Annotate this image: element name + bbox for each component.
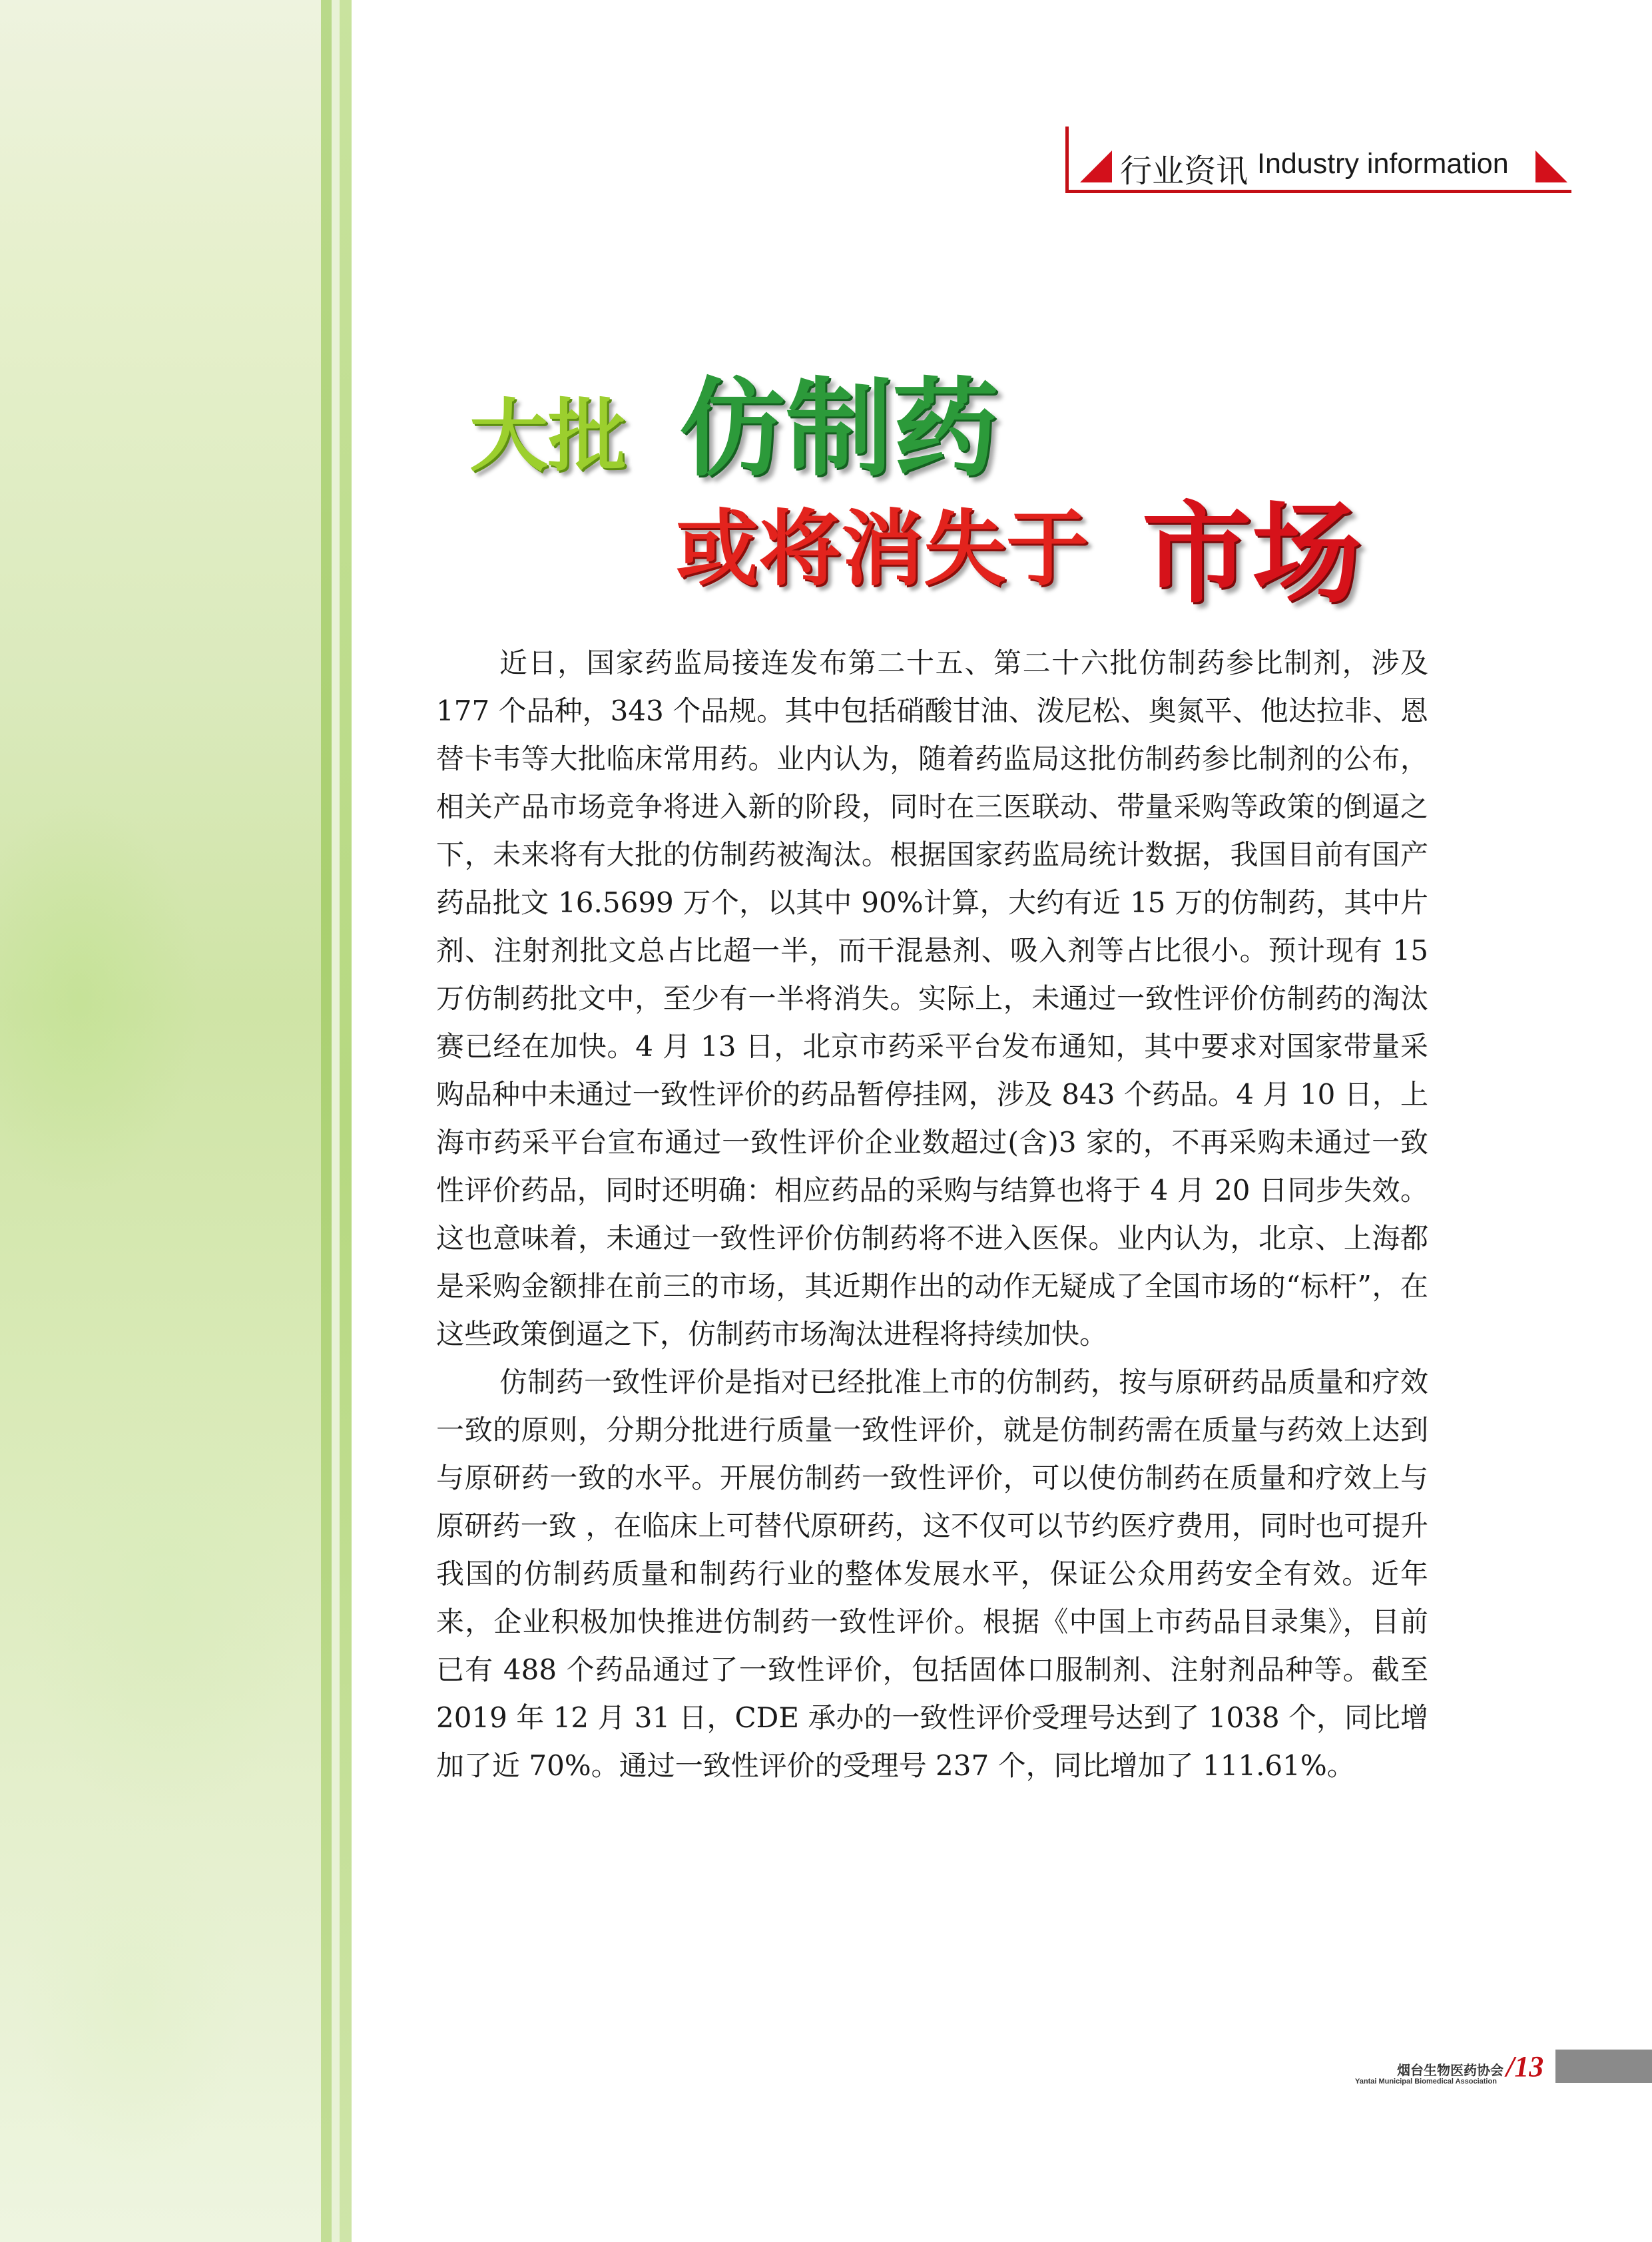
title-line2-part1: 或将消失于 (676, 501, 1089, 597)
footer-org-name-en: Yantai Municipal Biomedical Association (1355, 2078, 1497, 2086)
title-line2-part2: 市场 (1142, 490, 1362, 618)
decorative-side-band (0, 0, 321, 2242)
section-tag (1065, 127, 1571, 193)
decorative-stripe (321, 0, 332, 2242)
article-body (436, 639, 1428, 1790)
decorative-stripe (332, 0, 340, 2242)
title-line1-part2: 仿制药 (679, 366, 999, 491)
triangle-right-icon (1535, 150, 1567, 182)
footer-org-name-cn: 烟台生物医药协会 (1397, 2062, 1504, 2078)
triangle-left-icon (1080, 150, 1112, 182)
section-title-cn: 行业资讯 (1120, 152, 1248, 190)
footer-bar (1555, 2050, 1652, 2083)
article-paragraph: 仿制药一致性评价是指对已经批准上市的仿制药，按与原研药品质量和疗效一致的原则，分期分批进行质量一致性评价，就是仿制药需在质量与药效上达到与原研药一致的水平。开展仿制药一致性评价，可以使仿制药在质量和疗效上与原研药一致 ，在临床上可替代原研药，这不仅可以节约医疗费用，同时也可提升我国的仿制药质量和制药行业的整体发展水平，保证公众用药安全有效。近年来，企业积极加快推进仿制药一致性评价。根据《中国上市药品目录集》，目前已有 488 个药品通过了一致性评价，包括固体口服制剂、注射剂品种等。截至 2019 年 12 月 31 日，CDE 承办的一致性评价受理号达到了 1038 个，同比增加了近 70%。通过一致性评价的受理号 237 个，同比增加了 111.61%。 (436, 1366, 1428, 1782)
decorative-stripe (340, 0, 352, 2242)
page-number: /13 (1506, 2050, 1544, 2083)
title-line1-part1: 大批 (469, 390, 627, 482)
article-paragraph: 近日，国家药监局接连发布第二十五、第二十六批仿制药参比制剂，涉及 177 个品种，343 个品规。其中包括硝酸甘油、泼尼松、奥氮平、他达拉非、恩替卡韦等大批临床常用药。业内认为，随着药监局这批仿制药参比制剂的公布，相关产品市场竞争将进入新的阶段，同时在三医联动、带量采购等政策的倒逼之下，未来将有大批的仿制药被淘汰。根据国家药监局统计数据，我国目前有国产药品批文 16.5699 万个，以其中 90%计算，大约有近 15 万的仿制药，其中片剂、注射剂批文总占比超一半，而干混悬剂、吸入剂等占比很小。预计现有 15 万仿制药批文中，至少有一半将消失。实际上，未通过一致性评价仿制药的淘汰赛已经在加快。4 月 13 日，北京市药采平台发布通知，其中要求对国家带量采购品种中未通过一致性评价的药品暂停挂网，涉及 843 个药品。4 月 10 日，上海市药采平台宣布通过一致性评价企业数超过(含)3 家的，不再采购未通过一致性评价药品，同时还明确：相应药品的采购与结算也将于 4 月 20 日同步失效。这也意味着，未通过一致性评价仿制药将不进入医保。业内认为，北京、上海都是采购金额排在前三的市场，其近期作出的动作无疑成了全国市场的“标杆”，在这些政策倒逼之下，仿制药市场淘汰进程将持续加快。 (436, 647, 1428, 1350)
section-tag-vertical-rule (1065, 127, 1069, 193)
section-title-en: Industry information (1257, 148, 1509, 180)
